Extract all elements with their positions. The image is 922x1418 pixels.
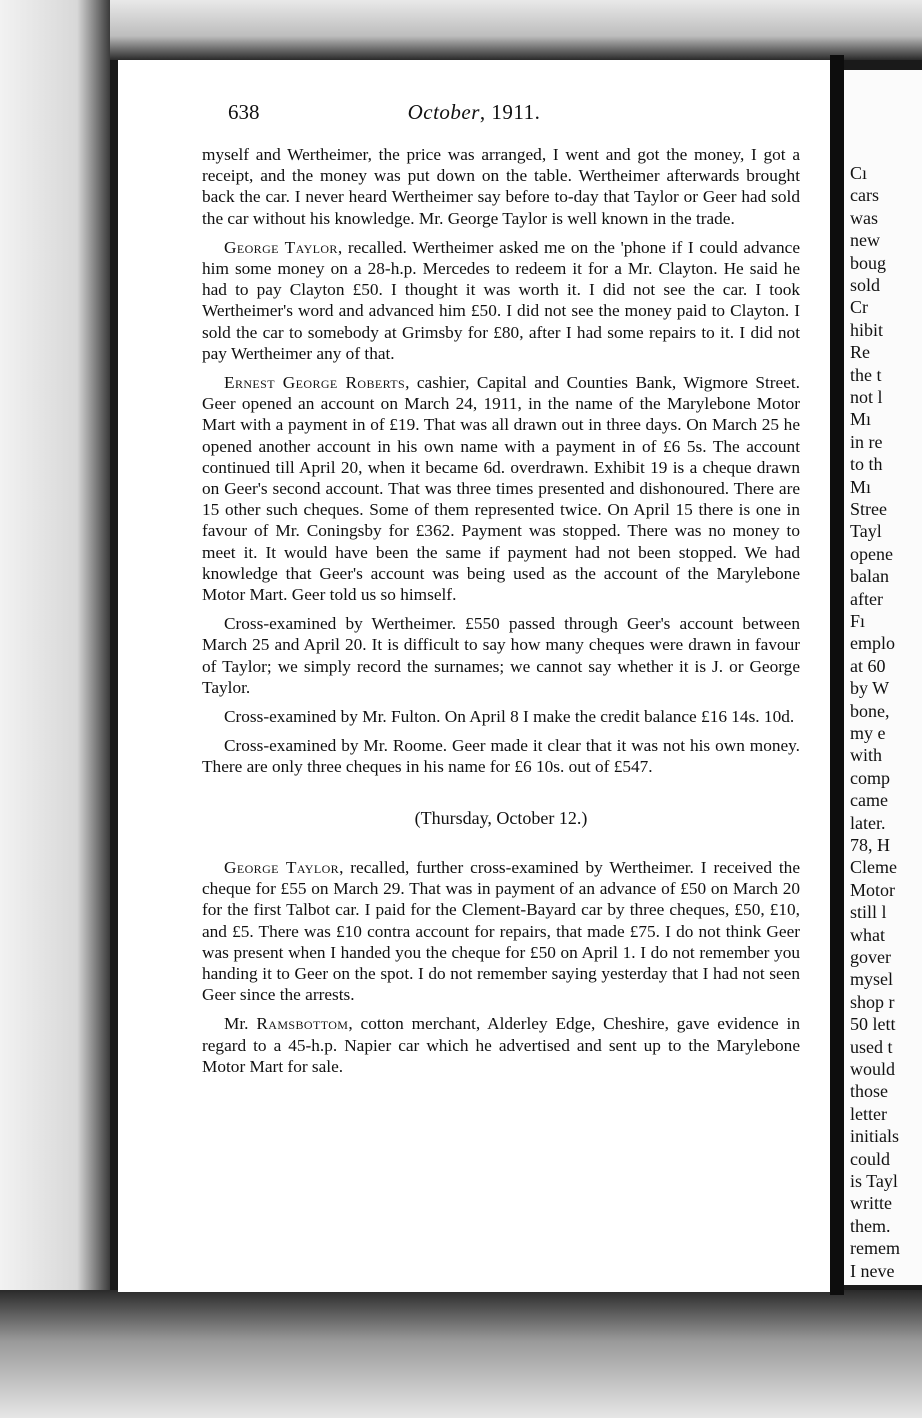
- right-page-fragment: 78, H: [850, 835, 890, 855]
- right-page-fragment: Cr: [850, 297, 868, 318]
- right-page-fragment: gover: [850, 947, 891, 967]
- running-head-month: October: [407, 100, 480, 124]
- right-page-fragment: emplo: [850, 633, 895, 654]
- paragraph-2: [202, 237, 800, 364]
- right-page-fragment: my e: [850, 723, 886, 743]
- right-page-fragment: balan: [850, 566, 889, 587]
- paragraph-6: [202, 735, 800, 777]
- paragraph-7-text: , recalled, further cross-examined by Wertheimer. I received the cheque for £55 on March 29. That was in payment of an advance of £50 on March 20 for the first Talbot car. I paid for the Clement-Bayard car by three cheques, £50, £10, and £5. There was £10 contra account for repairs, that made £75. I do not think Geer was present when I handed you the cheque for £50 on April 1. I do not remember you handing it to Geer on the spot. I do not remember saying yesterday that I had not seen Geer since the arrests.: [202, 857, 800, 1005]
- right-page-fragment: initials: [850, 1126, 899, 1147]
- paragraph-8-text: , cotton merchant, Alderley Edge, Cheshire, gave evidence in regard to a 45-h.p. Napier car which he advertised and sent up to the Marylebone Motor Mart for sale.: [202, 1014, 800, 1076]
- paragraph-3-text: , cashier, Capital and Counties Bank, Wigmore Street. Geer opened an account on March 24, 1911, in the name of the Marylebone Motor Mart with a payment in of £19. That was all drawn out in three days. On March 25 he opened another account in his own name with a payment in of £6 5s. The account continued till April 20, when it became 6d. overdrawn. Exhibit 19 is a cheque drawn on Geer's second account. That was three times presented and dishonoured. There are 15 other such cheques. Some of them represented twice. On April 15 there is one in favour of Mr. Coningsby for £362. Payment was stopped. There was no money to meet it. It would have been the same if payment had not been stopped. We had knowledge that Geer's account was being used as the account of the Marylebone Motor Mart. Geer told us so himself.: [202, 373, 800, 605]
- running-head: [118, 100, 830, 125]
- right-page-fragment: them.: [850, 1215, 891, 1236]
- right-page-fragment: not l: [850, 387, 883, 407]
- right-page-fragment: bone,: [850, 700, 890, 721]
- witness-name: George Taylor: [224, 237, 338, 257]
- right-page-fragment: later.: [850, 812, 886, 833]
- right-page-fragment: to th: [850, 454, 883, 475]
- right-page-fragment: the t: [850, 364, 882, 385]
- right-page-fragment: comp: [850, 767, 890, 788]
- scan-top-border: [0, 0, 922, 60]
- right-page-fragment: after: [850, 588, 883, 609]
- right-page-fragment: at 60: [850, 655, 886, 676]
- right-page-fragment: Re: [850, 342, 870, 363]
- right-page-fragment: 50 lett: [850, 1014, 896, 1035]
- right-page-fragment: Fı: [850, 611, 866, 631]
- right-page-fragment: what: [850, 924, 885, 945]
- book-spine: [830, 55, 844, 1295]
- witness-name: George Taylor: [224, 857, 340, 877]
- right-page-fragment: came: [850, 790, 888, 811]
- paragraph-5: [202, 706, 800, 727]
- right-page-fragment: Cı: [850, 163, 868, 183]
- right-page-fragment: cars: [850, 185, 879, 206]
- right-page-fragment: Mı: [850, 409, 872, 430]
- witness-name: Ernest George Roberts: [224, 373, 406, 393]
- right-page-fragment: was: [850, 207, 878, 228]
- paragraph-1: [202, 144, 800, 229]
- right-page-fragment: mysel: [850, 969, 893, 990]
- right-page-fragment: by W: [850, 678, 890, 699]
- right-page-fragment: those: [850, 1081, 888, 1102]
- scan-bottom-border: [0, 1290, 922, 1418]
- right-page-fragment: Motor: [850, 879, 895, 900]
- left-page: [118, 60, 830, 1292]
- right-page-fragment: I neve: [850, 1260, 895, 1281]
- right-page-fragment: Mı: [850, 476, 872, 497]
- scan-left-margin: [0, 0, 110, 1418]
- page-header: [118, 100, 830, 126]
- right-page-fragment: sold: [850, 275, 881, 295]
- right-page-fragment: Cleme: [850, 857, 897, 878]
- right-page-fragment: in re: [850, 431, 883, 452]
- right-page-fragment: could: [850, 1148, 890, 1169]
- right-page-fragment: boug: [850, 252, 886, 273]
- right-page-fragment: is Tayl: [850, 1171, 898, 1191]
- paragraph-1-text: myself and Wertheimer, the price was arranged, I went and got the money, I got a receipt, and the money was put down on the table. Wertheimer afterwards brought back the car. I never heard Wertheimer say before to-day that Taylor or Geer had sold the car without his knowledge. Mr. George Taylor is well known in the trade.: [202, 145, 800, 228]
- right-page-fragment: Tayl: [850, 521, 882, 542]
- paragraph-6-text: Cross-examined by Mr. Roome. Geer made it clear that it was not his own money. There are only three cheques in his name for £6 10s. out of £547.: [202, 736, 800, 777]
- body-text: [202, 144, 800, 1085]
- right-page-fragment: with: [850, 745, 883, 766]
- page-number: 638: [228, 100, 260, 124]
- paragraph-7: [202, 857, 800, 1005]
- running-head-year: , 1911.: [479, 100, 541, 124]
- right-page-fragment: hibit: [850, 319, 884, 340]
- right-page-fragment: Stree: [850, 499, 887, 519]
- right-page-edge: [844, 70, 922, 1285]
- right-page-fragment: would: [850, 1059, 895, 1079]
- right-page-fragment: new: [850, 230, 880, 251]
- right-page-fragment: remem: [850, 1238, 900, 1259]
- paragraph-5-text: Cross-examined by Mr. Fulton. On April 8 I make the credit balance £16 14s. 10d.: [224, 707, 795, 727]
- right-page-fragment: letter: [850, 1103, 887, 1124]
- right-page-fragment: opene: [850, 543, 893, 564]
- right-page-fragment: writte: [850, 1193, 892, 1214]
- paragraph-8-prefix: Mr.: [224, 1014, 257, 1034]
- paragraph-2-text: , recalled. Wertheimer asked me on the 'phone if I could advance him some money on a 28-h.p. Mercedes to redeem it for a Mr. Clayton. He said he had to pay Clayton £50. I thought it was worth it. I did not see the car. I took Wertheimer's word and advanced him £50. I did not see the money paid to Clayton. I sold the car to somebody at Grimsby for £80, after I had some repairs to it. I did not pay Wertheimer any of that.: [202, 237, 800, 363]
- paragraph-8: [202, 1013, 800, 1077]
- date-heading: (Thursday, October 12.): [414, 807, 588, 828]
- right-page-fragment: still l: [850, 902, 887, 923]
- paragraph-3: [202, 372, 800, 605]
- witness-name: Ramsbottom: [256, 1014, 349, 1034]
- right-page-fragment: shop r: [850, 991, 895, 1012]
- right-page-fragment: used t: [850, 1036, 893, 1057]
- paragraph-4-text: Cross-examined by Wertheimer. £550 passed through Geer's account between March 25 and April 20. It is difficult to say how many cheques were drawn in favour of Taylor; we simply record the surnames; we cannot say whether it is J. or George Taylor.: [202, 614, 800, 697]
- paragraph-4: [202, 613, 800, 698]
